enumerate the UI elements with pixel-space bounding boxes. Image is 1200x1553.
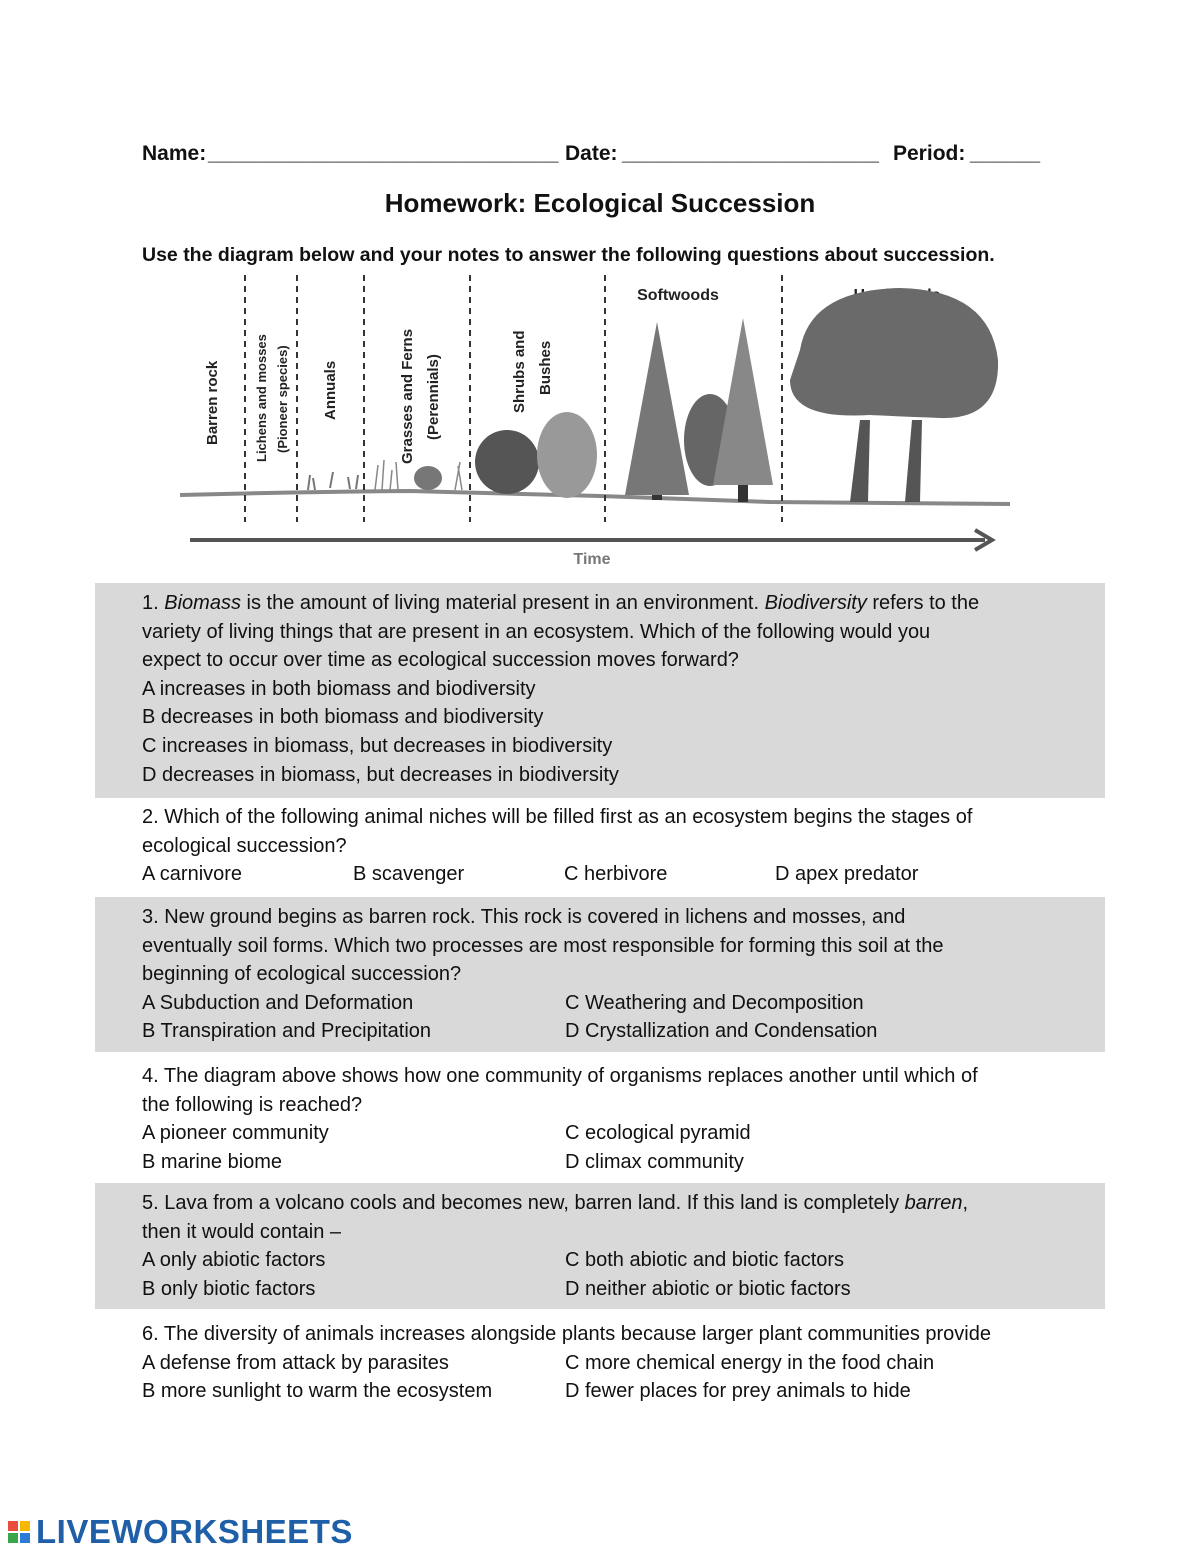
answer-option[interactable]: A only abiotic factors <box>142 1249 326 1272</box>
name-field[interactable]: ______________________________ <box>208 142 559 165</box>
stage-label-lichens: Lichens and mosses <box>254 334 269 462</box>
answer-option[interactable]: A increases in both biomass and biodiversity <box>142 677 536 700</box>
question-4 <box>95 1056 1105 1183</box>
answer-option[interactable]: C more chemical energy in the food chain <box>565 1351 935 1374</box>
ground-line <box>180 491 1010 504</box>
answer-option[interactable]: D fewer places for prey animals to hide <box>565 1380 911 1403</box>
stage-label-annuals: Annuals <box>322 360 339 420</box>
answer-option[interactable]: B decreases in both biomass and biodiversity <box>142 706 544 729</box>
stage-label-perennials: (Perennials) <box>425 354 442 440</box>
answer-option[interactable]: C both abiotic and biotic factors <box>565 1249 845 1272</box>
answer-option[interactable]: D apex predator <box>775 863 919 886</box>
answer-option[interactable]: D climax community <box>565 1150 744 1173</box>
stage-label-pioneer: (Pioneer species) <box>275 345 290 453</box>
stage-label-grasses: Grasses and Ferns <box>399 328 416 464</box>
answer-option[interactable]: B Transpiration and Precipitation <box>142 1020 432 1043</box>
stage-label-bushes: Bushes <box>537 340 554 395</box>
answer-option[interactable]: C ecological pyramid <box>565 1122 751 1145</box>
shrub-right <box>537 412 597 498</box>
question-stem-line: 1. Biomass is the amount of living material present in an environment. Biodiversity refers to the <box>142 592 980 614</box>
answer-option[interactable]: B more sunlight to warm the ecosystem <box>142 1380 493 1403</box>
answer-option[interactable]: A pioneer community <box>142 1122 329 1145</box>
period-field[interactable]: ______ <box>970 142 1041 165</box>
logo-mark-icon <box>8 1521 30 1543</box>
answer-option[interactable]: B only biotic factors <box>142 1277 316 1300</box>
question-stem-line: beginning of ecological succession? <box>142 963 462 986</box>
answer-option[interactable]: B scavenger <box>353 863 465 886</box>
question-stem-line: eventually soil forms. Which two processes are most responsible for forming this soil at the <box>142 934 944 957</box>
question-2 <box>95 797 1105 897</box>
softwoods-label: Softwoods <box>637 287 719 304</box>
answer-option[interactable]: A carnivore <box>142 863 243 886</box>
answer-option[interactable]: B marine biome <box>142 1150 283 1173</box>
question-stem-line: 4. The diagram above shows how one community of organisms replaces another until which of <box>142 1065 978 1087</box>
date-label: Date: <box>565 142 618 165</box>
stage-label-barren: Barren rock <box>204 360 221 445</box>
time-label: Time <box>573 551 611 568</box>
instructions: Use the diagram below and your notes to answer the following questions about succession. <box>142 244 995 266</box>
logo-text: LIVEWORKSHEETS <box>36 1513 353 1550</box>
question-stem-line: 3. New ground begins as barren rock. This rock is covered in lichens and mosses, and <box>142 906 906 928</box>
question-stem-line: expect to occur over time as ecological succession moves forward? <box>142 649 739 672</box>
stage-label-shrubs: Shrubs and <box>511 330 528 413</box>
answer-option[interactable]: A defense from attack by parasites <box>142 1351 449 1374</box>
question-stem-line: variety of living things that are present in an ecosystem. Which of the following would you <box>142 620 931 643</box>
answer-option[interactable]: C increases in biomass, but decreases in biodiversity <box>142 734 613 757</box>
question-1 <box>95 583 1105 798</box>
question-3 <box>95 897 1105 1052</box>
hardwood-trunk-right <box>905 420 922 502</box>
answer-option[interactable]: C herbivore <box>564 863 668 886</box>
question-stem-line: the following is reached? <box>142 1093 363 1116</box>
answer-option[interactable]: D Crystallization and Condensation <box>565 1020 878 1043</box>
question-stem-line: 5. Lava from a volcano cools and becomes new, barren land. If this land is completely barren, <box>142 1192 969 1214</box>
answer-option[interactable]: D neither abiotic or biotic factors <box>565 1277 851 1300</box>
annual-plants <box>308 472 358 490</box>
softwood-left <box>625 322 689 495</box>
answer-option[interactable]: D decreases in biomass, but decreases in biodiversity <box>142 763 619 786</box>
hardwood-canopy <box>790 288 998 418</box>
question-stem-line: then it would contain – <box>142 1220 342 1243</box>
hardwood-trunk-left <box>850 420 870 502</box>
succession-diagram <box>170 270 1010 580</box>
question-stem-line: 6. The diversity of animals increases alongside plants because larger plant communities provide <box>142 1323 991 1345</box>
name-label: Name: <box>142 142 207 165</box>
period-label: Period: <box>893 142 966 165</box>
question-stem-line: 2. Which of the following animal niches will be filled first as an ecosystem begins the stages of <box>142 806 973 828</box>
liveworksheets-logo[interactable] <box>8 1513 353 1551</box>
question-6 <box>95 1314 1105 1414</box>
small-shrub <box>414 466 442 490</box>
date-field[interactable]: ______________________ <box>622 142 879 165</box>
shrub-left <box>475 430 539 494</box>
question-5 <box>95 1183 1105 1309</box>
answer-option[interactable]: A Subduction and Deformation <box>142 991 414 1014</box>
question-stem-line: ecological succession? <box>142 834 347 857</box>
page-title: Homework: Ecological Succession <box>384 188 816 218</box>
answer-option[interactable]: C Weathering and Decomposition <box>565 991 864 1014</box>
